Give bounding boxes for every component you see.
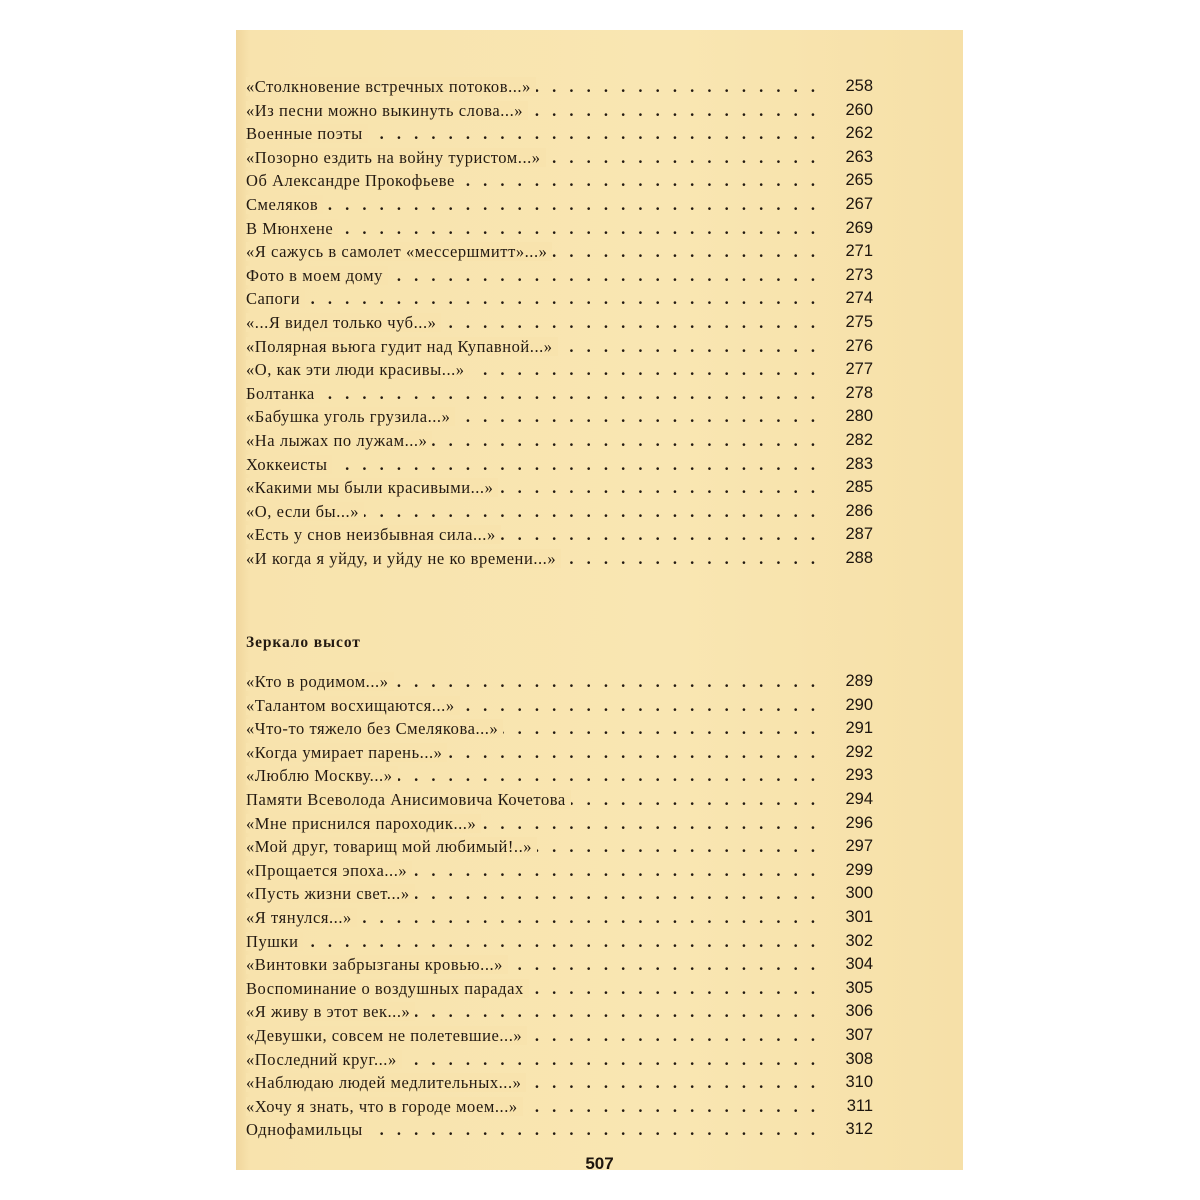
toc-entry-title: «Полярная вьюга гудит над Купавной...» bbox=[246, 337, 558, 356]
toc-entry-page: 274 bbox=[845, 289, 873, 308]
toc-entry-title: «Девушки, совсем не полетевшие...» bbox=[246, 1026, 527, 1045]
toc-entry bbox=[246, 146, 873, 170]
toc-entry-page: 263 bbox=[845, 147, 873, 166]
toc-entry-page: 262 bbox=[845, 124, 873, 143]
toc-entry-page: 282 bbox=[845, 430, 873, 449]
toc-entry-title: «Я живу в этот век...» bbox=[246, 1002, 415, 1021]
book-page bbox=[236, 30, 963, 1173]
toc-entry bbox=[246, 1048, 873, 1072]
toc-entry-page: 294 bbox=[845, 789, 873, 808]
toc-entry-title: «Я тянулся...» bbox=[246, 908, 357, 927]
toc-entry-page: 305 bbox=[845, 978, 873, 997]
toc-entry bbox=[246, 694, 873, 718]
toc-entry-page: 289 bbox=[845, 672, 873, 690]
toc-entry bbox=[246, 788, 873, 812]
toc-entry bbox=[246, 217, 873, 241]
toc-entry-title: Болтанка bbox=[246, 384, 320, 403]
toc-entry bbox=[246, 953, 873, 977]
toc-entry bbox=[246, 476, 873, 500]
toc-entry bbox=[246, 717, 873, 741]
toc-entry-page: 267 bbox=[845, 194, 873, 213]
dot-leader bbox=[246, 930, 815, 954]
toc-entry-title: Сапоги bbox=[246, 289, 305, 308]
toc-entry-title: «Бабушка уголь грузила...» bbox=[246, 407, 455, 426]
toc-entry-page: 296 bbox=[845, 813, 873, 832]
toc-entry-title: «На лыжах по лужам...» bbox=[246, 431, 432, 450]
toc-entry bbox=[246, 287, 873, 311]
dot-leader bbox=[246, 193, 815, 217]
toc-entry-title: Хоккеисты bbox=[246, 455, 332, 474]
toc-entry-page: 271 bbox=[845, 242, 873, 261]
dot-leader bbox=[246, 287, 815, 311]
toc-entry-title: Смеляков bbox=[246, 195, 323, 214]
toc-entry-page: 302 bbox=[845, 931, 873, 950]
toc-entry-page: 288 bbox=[845, 548, 873, 567]
toc-entry-title: «Мне приснился пароходик...» bbox=[246, 814, 481, 833]
toc-entry bbox=[246, 930, 873, 954]
toc-entry-page: 275 bbox=[845, 312, 873, 331]
toc-entry bbox=[246, 812, 873, 836]
toc-entry bbox=[246, 311, 873, 335]
toc-entry-title: Об Александре Прокофьеве bbox=[246, 171, 460, 190]
toc-entry-page: 283 bbox=[845, 454, 873, 473]
toc-entry bbox=[246, 764, 873, 788]
toc-entry-title: «Кто в родимом...» bbox=[246, 672, 394, 691]
toc-entry-title: «Я сажусь в самолет «мессершмитт»...» bbox=[246, 242, 552, 261]
toc-entry-title: «Прощается эпоха...» bbox=[246, 861, 412, 880]
toc-entry-page: 293 bbox=[845, 766, 873, 785]
toc-entry-title: «Мой друг, товарищ мой любимый!..» bbox=[246, 837, 537, 856]
toc-entry-page: 299 bbox=[845, 860, 873, 879]
toc-entry-title: Воспоминание о воздушных парадах bbox=[246, 979, 529, 998]
toc-entry bbox=[246, 977, 873, 1001]
toc-entry-page: 300 bbox=[845, 884, 873, 903]
page-number: 507 bbox=[585, 1154, 614, 1173]
toc-entry-page: 265 bbox=[845, 171, 873, 190]
toc-entry-page: 306 bbox=[845, 1002, 873, 1021]
toc-entry-title: «И когда я уйду, и уйду не ко времени...» bbox=[246, 549, 561, 568]
toc-entry bbox=[246, 99, 873, 123]
toc-section-2 bbox=[246, 670, 873, 1142]
toc-entry bbox=[246, 741, 873, 765]
toc-entry-page: 269 bbox=[845, 218, 873, 237]
toc-entry bbox=[246, 670, 873, 694]
toc-entry-title: Однофамильцы bbox=[246, 1120, 368, 1139]
toc-entry bbox=[246, 1000, 873, 1024]
toc-entry-page: 310 bbox=[845, 1073, 873, 1092]
toc-entry-title: «Талантом восхищаются...» bbox=[246, 696, 460, 715]
toc-entry bbox=[246, 882, 873, 906]
dot-leader bbox=[246, 382, 815, 406]
toc-entry-title: В Мюнхене bbox=[246, 219, 338, 238]
toc-entry bbox=[246, 859, 873, 883]
toc-entry-title: «Что-то тяжело без Смелякова...» bbox=[246, 719, 503, 738]
toc-entry-title: «Какими мы были красивыми...» bbox=[246, 478, 498, 497]
toc-entry bbox=[246, 523, 873, 547]
toc-entry-title: «Из песни можно выкинуть слова...» bbox=[246, 101, 528, 120]
toc-entry-title: «Пусть жизни свет...» bbox=[246, 884, 415, 903]
toc-entry-page: 297 bbox=[845, 837, 873, 856]
toc-entry bbox=[246, 264, 873, 288]
toc-entry bbox=[246, 240, 873, 264]
toc-entry bbox=[246, 835, 873, 859]
toc-entry-page: 292 bbox=[845, 742, 873, 761]
toc-section-1 bbox=[246, 75, 873, 570]
toc-entry bbox=[246, 335, 873, 359]
section-heading: Зеркало высот bbox=[246, 634, 361, 651]
toc-entry-page: 301 bbox=[845, 907, 873, 926]
toc-entry bbox=[246, 169, 873, 193]
toc-entry bbox=[246, 1024, 873, 1048]
toc-entry-title: «Люблю Москву...» bbox=[246, 766, 398, 785]
toc-entry bbox=[246, 193, 873, 217]
toc-entry-title: «Хочу я знать, что в городе моем...» bbox=[246, 1097, 523, 1116]
toc-entry bbox=[246, 429, 873, 453]
toc-entry-title: «О, как эти люди красивы...» bbox=[246, 360, 470, 379]
toc-entry bbox=[246, 906, 873, 930]
toc-entry-page: 290 bbox=[845, 695, 873, 714]
toc-entry bbox=[246, 500, 873, 524]
toc-entry-title: Памяти Всеволода Анисимовича Кочетова bbox=[246, 790, 571, 809]
toc-entry-page: 286 bbox=[845, 501, 873, 520]
toc-entry-page: 260 bbox=[845, 100, 873, 119]
toc-entry-page: 287 bbox=[845, 525, 873, 544]
toc-entry-title: Военные поэты bbox=[246, 124, 368, 143]
toc-entry-title: «Наблюдаю людей медлительных...» bbox=[246, 1073, 526, 1092]
toc-entry-page: 304 bbox=[845, 955, 873, 974]
toc-entry-title: «Когда умирает парень...» bbox=[246, 743, 447, 762]
toc-entry-page: 276 bbox=[845, 336, 873, 355]
toc-entry bbox=[246, 1071, 873, 1095]
toc-entry-page: 258 bbox=[845, 77, 873, 95]
toc-entry-page: 277 bbox=[845, 360, 873, 379]
toc-entry-page: 311 bbox=[846, 1096, 873, 1115]
toc-entry-title: «О, если бы...» bbox=[246, 502, 364, 521]
toc-entry-title: «Позорно ездить на войну туристом...» bbox=[246, 148, 546, 167]
toc-entry bbox=[246, 358, 873, 382]
toc-entry bbox=[246, 453, 873, 477]
toc-entry bbox=[246, 122, 873, 146]
toc-entry-title: Фото в моем дому bbox=[246, 266, 388, 285]
toc-entry-title: «...Я видел только чуб...» bbox=[246, 313, 441, 332]
toc-entry bbox=[246, 75, 873, 99]
toc-entry-page: 285 bbox=[845, 478, 873, 497]
toc-entry-title: «Винтовки забрызганы кровью...» bbox=[246, 955, 508, 974]
toc-entry-title: «Столкновение встречных потоков...» bbox=[246, 77, 536, 96]
toc-entry-page: 273 bbox=[845, 265, 873, 284]
toc-entry-title: «Последний круг...» bbox=[246, 1050, 402, 1069]
toc-entry bbox=[246, 547, 873, 571]
toc-entry bbox=[246, 1095, 873, 1119]
toc-entry bbox=[246, 1118, 873, 1142]
toc-entry bbox=[246, 405, 873, 429]
toc-entry-title: «Есть у снов неизбывная сила...» bbox=[246, 525, 501, 544]
toc-entry-page: 280 bbox=[845, 407, 873, 426]
toc-entry-page: 312 bbox=[845, 1120, 873, 1139]
toc-entry bbox=[246, 382, 873, 406]
toc-entry-page: 307 bbox=[845, 1025, 873, 1044]
toc-entry-title: Пушки bbox=[246, 932, 303, 951]
toc-entry-page: 308 bbox=[845, 1049, 873, 1068]
toc-entry-page: 278 bbox=[845, 383, 873, 402]
toc-entry-page: 291 bbox=[845, 719, 873, 738]
